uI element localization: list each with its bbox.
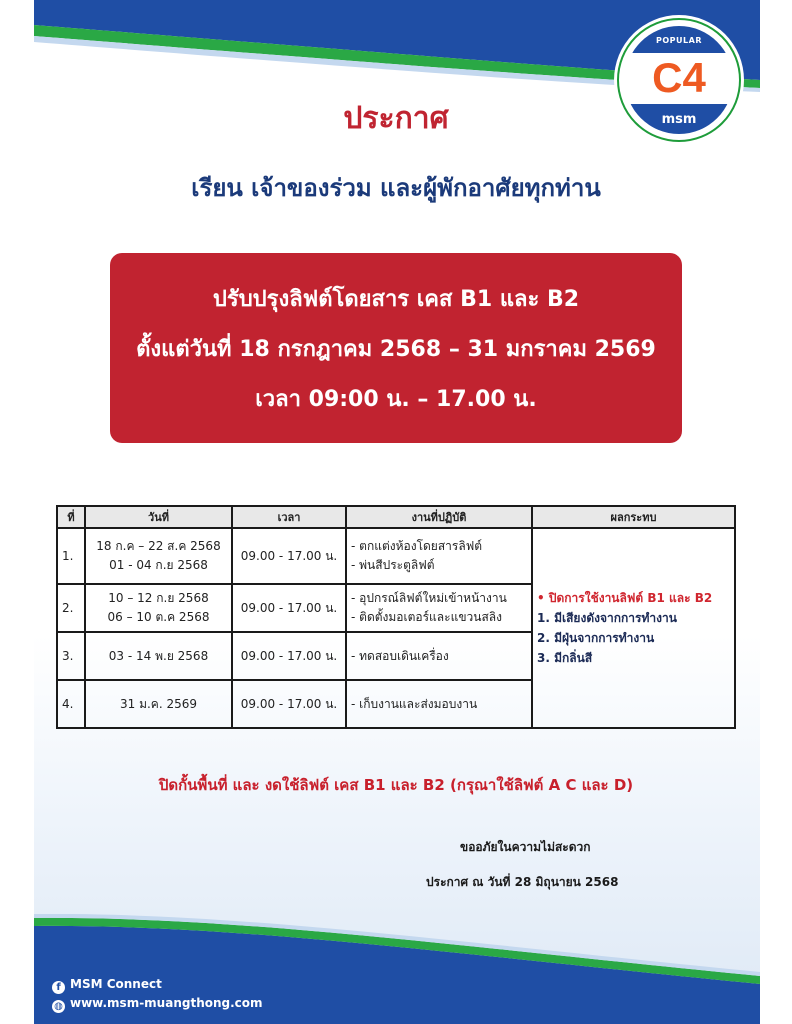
table-header-row <box>57 506 735 528</box>
row-time: 09.00 - 17.00 น. <box>232 680 346 728</box>
row-number: 4. <box>57 680 85 728</box>
row-work <box>346 584 532 632</box>
footer-website[interactable] <box>52 996 263 1013</box>
table-row <box>57 528 735 584</box>
row-date: 31 ม.ค. 2569 <box>85 680 232 728</box>
row-time: 09.00 - 17.00 น. <box>232 632 346 680</box>
header-time: เวลา <box>232 506 346 528</box>
row-date-line: 06 – 10 ต.ค 2568 <box>107 610 210 624</box>
impact-item: 2. มีฝุ่นจากการทำงาน <box>537 631 655 645</box>
impact-headline: • ปิดการใช้งานลิฟต์ B1 และ B2 <box>537 591 713 605</box>
row-work-line: - ตกแต่งห้องโดยสารลิฟต์ <box>351 539 482 553</box>
logo-main-text: C4 <box>652 54 706 101</box>
row-number: 3. <box>57 632 85 680</box>
row-work-line: - อุปกรณ์ลิฟต์ใหม่เข้าหน้างาน <box>351 591 507 605</box>
page-title: ประกาศ <box>343 101 449 136</box>
row-date-line: 10 – 12 ก.ย 2568 <box>108 591 209 605</box>
row-date <box>85 528 232 584</box>
row-number: 2. <box>57 584 85 632</box>
footer-facebook-label: MSM Connect <box>70 977 162 991</box>
header-work: งานที่ปฏิบัติ <box>346 506 532 528</box>
schedule-table <box>56 505 736 729</box>
row-date-line: 18 ก.ค – 22 ส.ค 2568 <box>96 539 221 553</box>
row-time: 09.00 - 17.00 น. <box>232 584 346 632</box>
row-number: 1. <box>57 528 85 584</box>
row-work-line: - ติดตั้งมอเตอร์และแขวนสลิง <box>351 610 502 624</box>
highlight-line-2: ตั้งแต่วันที่ 18 กรกฎาคม 2568 – 31 มกราคม 2569 <box>136 337 656 362</box>
facebook-icon: f <box>52 981 65 994</box>
impact-item: 3. มีกลิ่นสี <box>537 651 593 665</box>
row-work: - เก็บงานและส่งมอบงาน <box>346 680 532 728</box>
row-date <box>85 584 232 632</box>
row-work: - ทดสอบเดินเครื่อง <box>346 632 532 680</box>
highlight-line-1: ปรับปรุงลิฟต์โดยสาร เคส B1 และ B2 <box>212 287 580 312</box>
row-work <box>346 528 532 584</box>
footer-website-label: www.msm-muangthong.com <box>70 996 263 1010</box>
impact-item: 1. มีเสียงดังจากการทำงาน <box>537 611 677 625</box>
globe-icon: ◍ <box>52 1000 65 1013</box>
closure-notice: ปิดกั้นพื้นที่ และ งดใช้ลิฟต์ เคส B1 และ B2 (กรุณาใช้ลิฟต์ A C และ D) <box>158 776 634 794</box>
row-work-line: - พ่นสีประตูลิฟต์ <box>351 558 435 572</box>
row-time: 09.00 - 17.00 น. <box>232 528 346 584</box>
impact-cell <box>532 528 735 728</box>
header-no: ที่ <box>57 506 85 528</box>
header-date: วันที่ <box>85 506 232 528</box>
row-date: 03 - 14 พ.ย 2568 <box>85 632 232 680</box>
logo-top-text: POPULAR <box>656 36 702 45</box>
apology-text: ขออภัยในความไม่สะดวก <box>460 840 591 854</box>
row-date-line: 01 - 04 ก.ย 2568 <box>109 558 208 572</box>
announcement-date: ประกาศ ณ วันที่ 28 มิถุนายน 2568 <box>426 875 619 889</box>
highlight-line-3: เวลา 09:00 น. – 17.00 น. <box>255 387 537 412</box>
header-impact: ผลกระทบ <box>532 506 735 528</box>
highlight-box <box>110 253 682 443</box>
footer-facebook[interactable] <box>52 977 162 994</box>
logo-bottom-text: msm <box>661 112 697 127</box>
page-subtitle: เรียน เจ้าของร่วม และผู้พักอาศัยทุกท่าน <box>191 174 601 202</box>
